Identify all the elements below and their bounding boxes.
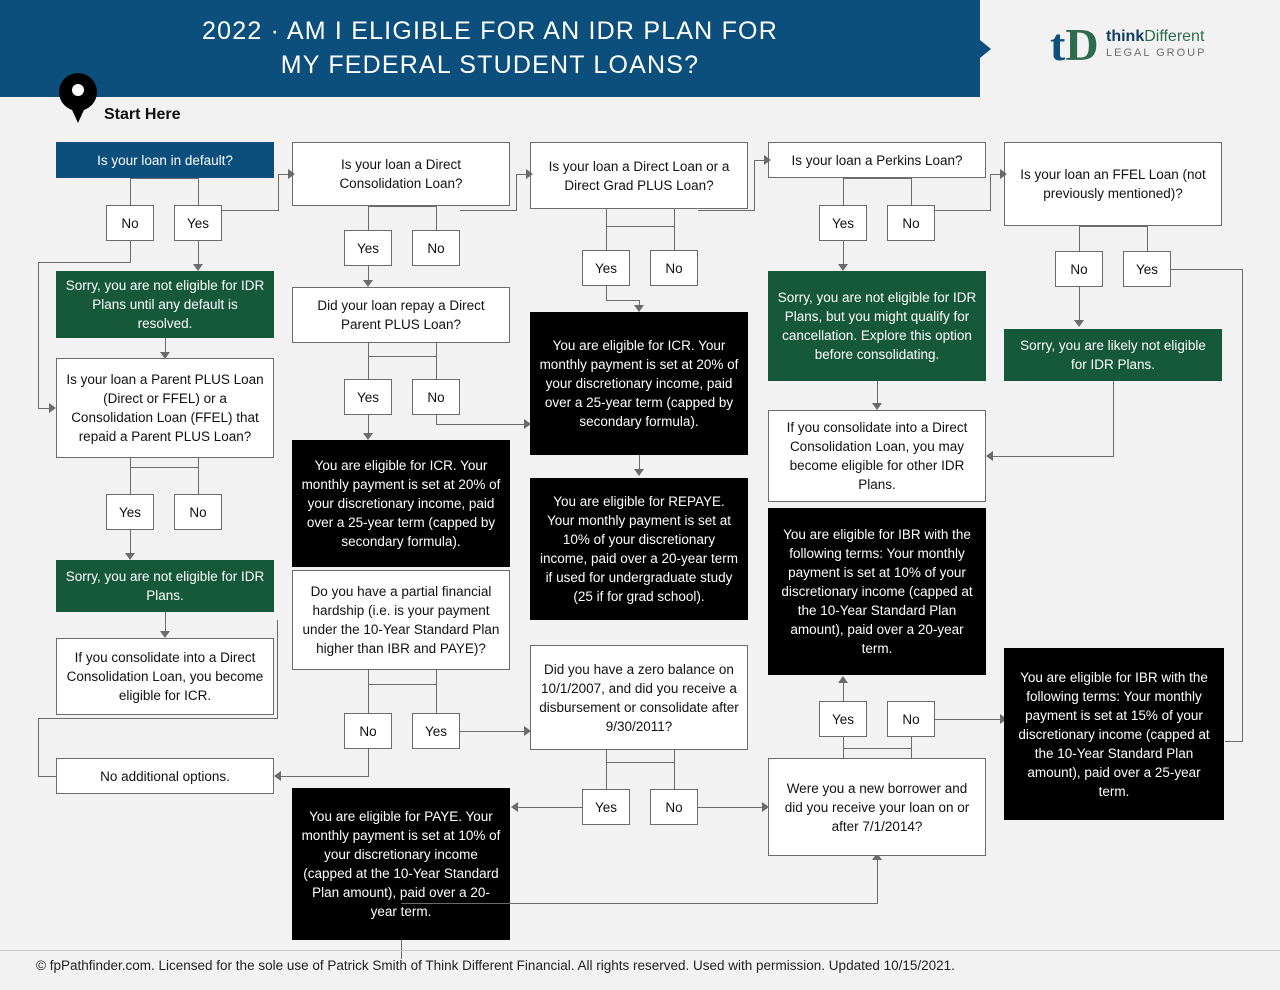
connector	[38, 718, 278, 719]
connector	[38, 718, 39, 776]
connector	[368, 670, 369, 713]
arrow	[634, 305, 644, 312]
arrow	[363, 433, 373, 440]
result-ibr-15-percent: You are eligible for IBR with the following terms: Your monthly payment is set at 15% of your discretionary income (capped at the 10-Year Standard Plan amount), paid over a 25-year term.	[1004, 648, 1224, 820]
result-repaye: You are eligible for REPAYE. Your monthly payment is set at 10% of your discretionary income, paid over a 20-year term if used for undergraduate study (25 if for grad school).	[530, 478, 748, 620]
connector	[1171, 269, 1243, 270]
connector	[280, 776, 369, 777]
connector	[436, 424, 526, 425]
arrow	[49, 403, 56, 413]
answer-hardship-yes[interactable]: Yes	[412, 713, 460, 749]
answer-direct-consolidation-yes[interactable]: Yes	[344, 230, 392, 266]
result-icr-middle: You are eligible for ICR. Your monthly payment is set at 20% of your discretionary income, paid over a 25-year term (capped by secondary formula).	[530, 312, 748, 455]
connector	[368, 206, 437, 207]
connector	[1225, 741, 1243, 742]
connector	[935, 210, 991, 211]
connector	[368, 749, 369, 776]
connector	[990, 174, 991, 210]
question-new-borrower[interactable]: Were you a new borrower and did you receive your loan on or after 7/1/2014?	[768, 758, 986, 856]
arrow	[838, 676, 848, 683]
connector	[1079, 287, 1080, 322]
connector	[843, 178, 844, 205]
arrow	[1000, 169, 1007, 179]
connector	[606, 209, 607, 250]
connector	[38, 262, 39, 408]
connector	[1147, 226, 1148, 251]
connector	[1113, 381, 1114, 456]
answer-ffel-no[interactable]: No	[1055, 251, 1103, 287]
connector	[278, 174, 279, 210]
arrow	[1074, 320, 1084, 327]
start-here-label: Start Here	[104, 106, 181, 123]
connector	[754, 160, 755, 210]
result-paye: You are eligible for PAYE. Your monthly payment is set at 10% of your discretionary income (capped at the 10-Year Standard Plan amount), paid over a 20-year term.	[292, 788, 510, 940]
connector	[368, 415, 369, 435]
brand-logo	[1050, 20, 1230, 78]
connector	[222, 210, 279, 211]
result-no-additional-options: No additional options.	[56, 758, 274, 794]
result-default-not-eligible: Sorry, you are not eligible for IDR Plans until any default is resolved.	[56, 271, 274, 338]
answer-direct-consolidation-no[interactable]: No	[412, 230, 460, 266]
answer-new-borrower-no[interactable]: No	[887, 701, 935, 737]
connector	[1242, 269, 1243, 741]
page-title-line-2: MY FEDERAL STUDENT LOANS?	[280, 51, 700, 79]
logo-name-think: think	[1106, 28, 1145, 45]
connector	[606, 300, 640, 301]
question-perkins-loan[interactable]: Is your loan a Perkins Loan?	[768, 142, 986, 178]
answer-zero-balance-yes[interactable]: Yes	[582, 789, 630, 825]
result-perkins-cancellation: Sorry, you are not eligible for IDR Plans, but you might qualify for cancellation. Explore this option before consolidating.	[768, 271, 986, 381]
connector	[843, 241, 844, 266]
arrow	[288, 169, 295, 179]
answer-direct-grad-no[interactable]: No	[650, 250, 698, 286]
arrow	[526, 169, 533, 179]
page-title-line-1: 2022 · AM I ELIGIBLE FOR AN IDR PLAN FOR	[202, 17, 778, 45]
logo-monogram-d: D	[1065, 19, 1099, 70]
map-pin-icon	[59, 73, 97, 125]
connector	[460, 210, 517, 211]
connector	[698, 210, 755, 211]
connector	[460, 731, 526, 732]
question-direct-or-grad-plus[interactable]: Is your loan a Direct Loan or a Direct Grad PLUS Loan?	[530, 142, 748, 209]
arrow	[160, 631, 170, 638]
connector	[606, 762, 675, 763]
connector	[368, 206, 369, 230]
connector	[606, 286, 607, 300]
question-ffel-loan[interactable]: Is your loan an FFEL Loan (not previously mentioned)?	[1004, 142, 1222, 226]
connector	[843, 681, 844, 701]
connector	[368, 356, 437, 357]
answer-parent-plus-yes[interactable]: Yes	[106, 494, 154, 530]
connector	[277, 620, 278, 719]
logo-wordmark	[1106, 28, 1206, 62]
question-partial-financial-hardship[interactable]: Do you have a partial financial hardship (i.e. is your payment under the 10-Year Standard Plan higher than IBR and PAYE)?	[292, 570, 510, 670]
answer-repaid-parent-plus-no[interactable]: No	[412, 379, 460, 415]
logo-tagline: LEGAL GROUP	[1106, 47, 1207, 59]
connector	[436, 343, 437, 379]
connector	[911, 178, 912, 205]
connector	[1079, 226, 1080, 251]
connector	[698, 807, 764, 808]
question-direct-consolidation[interactable]: Is your loan a Direct Consolidation Loan?	[292, 142, 510, 206]
connector	[436, 206, 437, 230]
connector	[130, 178, 199, 179]
connector	[130, 530, 131, 555]
question-parent-plus[interactable]: Is your loan a Parent PLUS Loan (Direct or FFEL) or a Consolidation Loan (FFEL) that repaid a Parent PLUS Loan?	[56, 358, 274, 458]
connector	[368, 343, 369, 379]
logo-monogram-icon	[1050, 20, 1099, 70]
connector	[198, 178, 199, 205]
arrow	[193, 264, 203, 271]
answer-hardship-no[interactable]: No	[344, 713, 392, 749]
answer-ffel-yes[interactable]: Yes	[1123, 251, 1171, 287]
answer-new-borrower-yes[interactable]: Yes	[819, 701, 867, 737]
page-title	[0, 14, 980, 82]
arrow	[274, 771, 281, 781]
result-likely-not-eligible: Sorry, you are likely not eligible for IDR Plans.	[1004, 329, 1222, 381]
answer-direct-grad-yes[interactable]: Yes	[582, 250, 630, 286]
result-icr-left: You are eligible for ICR. Your monthly payment is set at 20% of your discretionary income, paid over a 25-year term (capped by secondary formula).	[292, 440, 510, 567]
connector	[436, 415, 437, 424]
connector	[130, 178, 131, 205]
connector	[674, 209, 675, 250]
connector	[674, 750, 675, 789]
connector	[130, 467, 199, 468]
connector	[992, 456, 1114, 457]
connector	[606, 750, 607, 789]
answer-zero-balance-no[interactable]: No	[650, 789, 698, 825]
answer-parent-plus-no[interactable]: No	[174, 494, 222, 530]
answer-default-no[interactable]: No	[106, 205, 154, 241]
result-consolidate-for-icr: If you consolidate into a Direct Consolidation Loan, you become eligible for ICR.	[56, 638, 274, 715]
arrow	[363, 280, 373, 287]
arrow	[125, 553, 135, 560]
answer-default-yes[interactable]: Yes	[174, 205, 222, 241]
connector	[843, 748, 912, 749]
connector	[436, 670, 437, 713]
footer-divider	[0, 950, 1280, 951]
connector	[198, 241, 199, 266]
connector	[516, 807, 583, 808]
connector	[368, 684, 437, 685]
result-not-eligible: Sorry, you are not eligible for IDR Plans.	[56, 560, 274, 612]
connector	[1079, 226, 1148, 227]
header-notch	[980, 40, 991, 58]
connector	[38, 776, 56, 777]
arrow	[986, 451, 993, 461]
connector	[843, 178, 912, 179]
connector	[516, 174, 517, 210]
question-repaid-parent-plus[interactable]: Did your loan repay a Direct Parent PLUS Loan?	[292, 287, 510, 343]
logo-monogram-t: t	[1050, 19, 1066, 70]
connector	[401, 903, 877, 904]
footer-copyright: © fpPathfinder.com. Licensed for the sole use of Patrick Smith of Think Different Financial. All rights reserved. Used with permission. Updated 10/15/2021.	[36, 958, 955, 973]
connector	[130, 458, 131, 494]
answer-perkins-yes[interactable]: Yes	[819, 205, 867, 241]
question-loan-in-default[interactable]: Is your loan in default?	[56, 142, 274, 178]
connector	[935, 719, 1004, 720]
connector	[877, 856, 878, 904]
question-zero-balance[interactable]: Did you have a zero balance on 10/1/2007, and did you receive a disbursement or consolidate after 9/30/2011?	[530, 645, 748, 750]
result-consolidate-other-plans: If you consolidate into a Direct Consolidation Loan, you may become eligible for other IDR Plans.	[768, 410, 986, 502]
arrow	[838, 264, 848, 271]
answer-repaid-parent-plus-yes[interactable]: Yes	[344, 379, 392, 415]
connector	[130, 241, 131, 263]
header-banner	[0, 0, 980, 97]
logo-name-different: Different	[1144, 28, 1205, 45]
logo-name	[1106, 28, 1206, 45]
result-ibr-10-percent: You are eligible for IBR with the following terms: Your monthly payment is set at 10% of your discretionary income (capped at the 10-Year Standard Plan amount), paid over a 20-year term.	[768, 508, 986, 675]
connector	[38, 262, 131, 263]
arrow	[764, 155, 771, 165]
connector	[606, 226, 675, 227]
arrow	[511, 802, 518, 812]
arrow	[872, 403, 882, 410]
map-pin-dot	[72, 84, 84, 96]
arrow	[634, 469, 644, 476]
answer-perkins-no[interactable]: No	[887, 205, 935, 241]
connector	[198, 458, 199, 494]
